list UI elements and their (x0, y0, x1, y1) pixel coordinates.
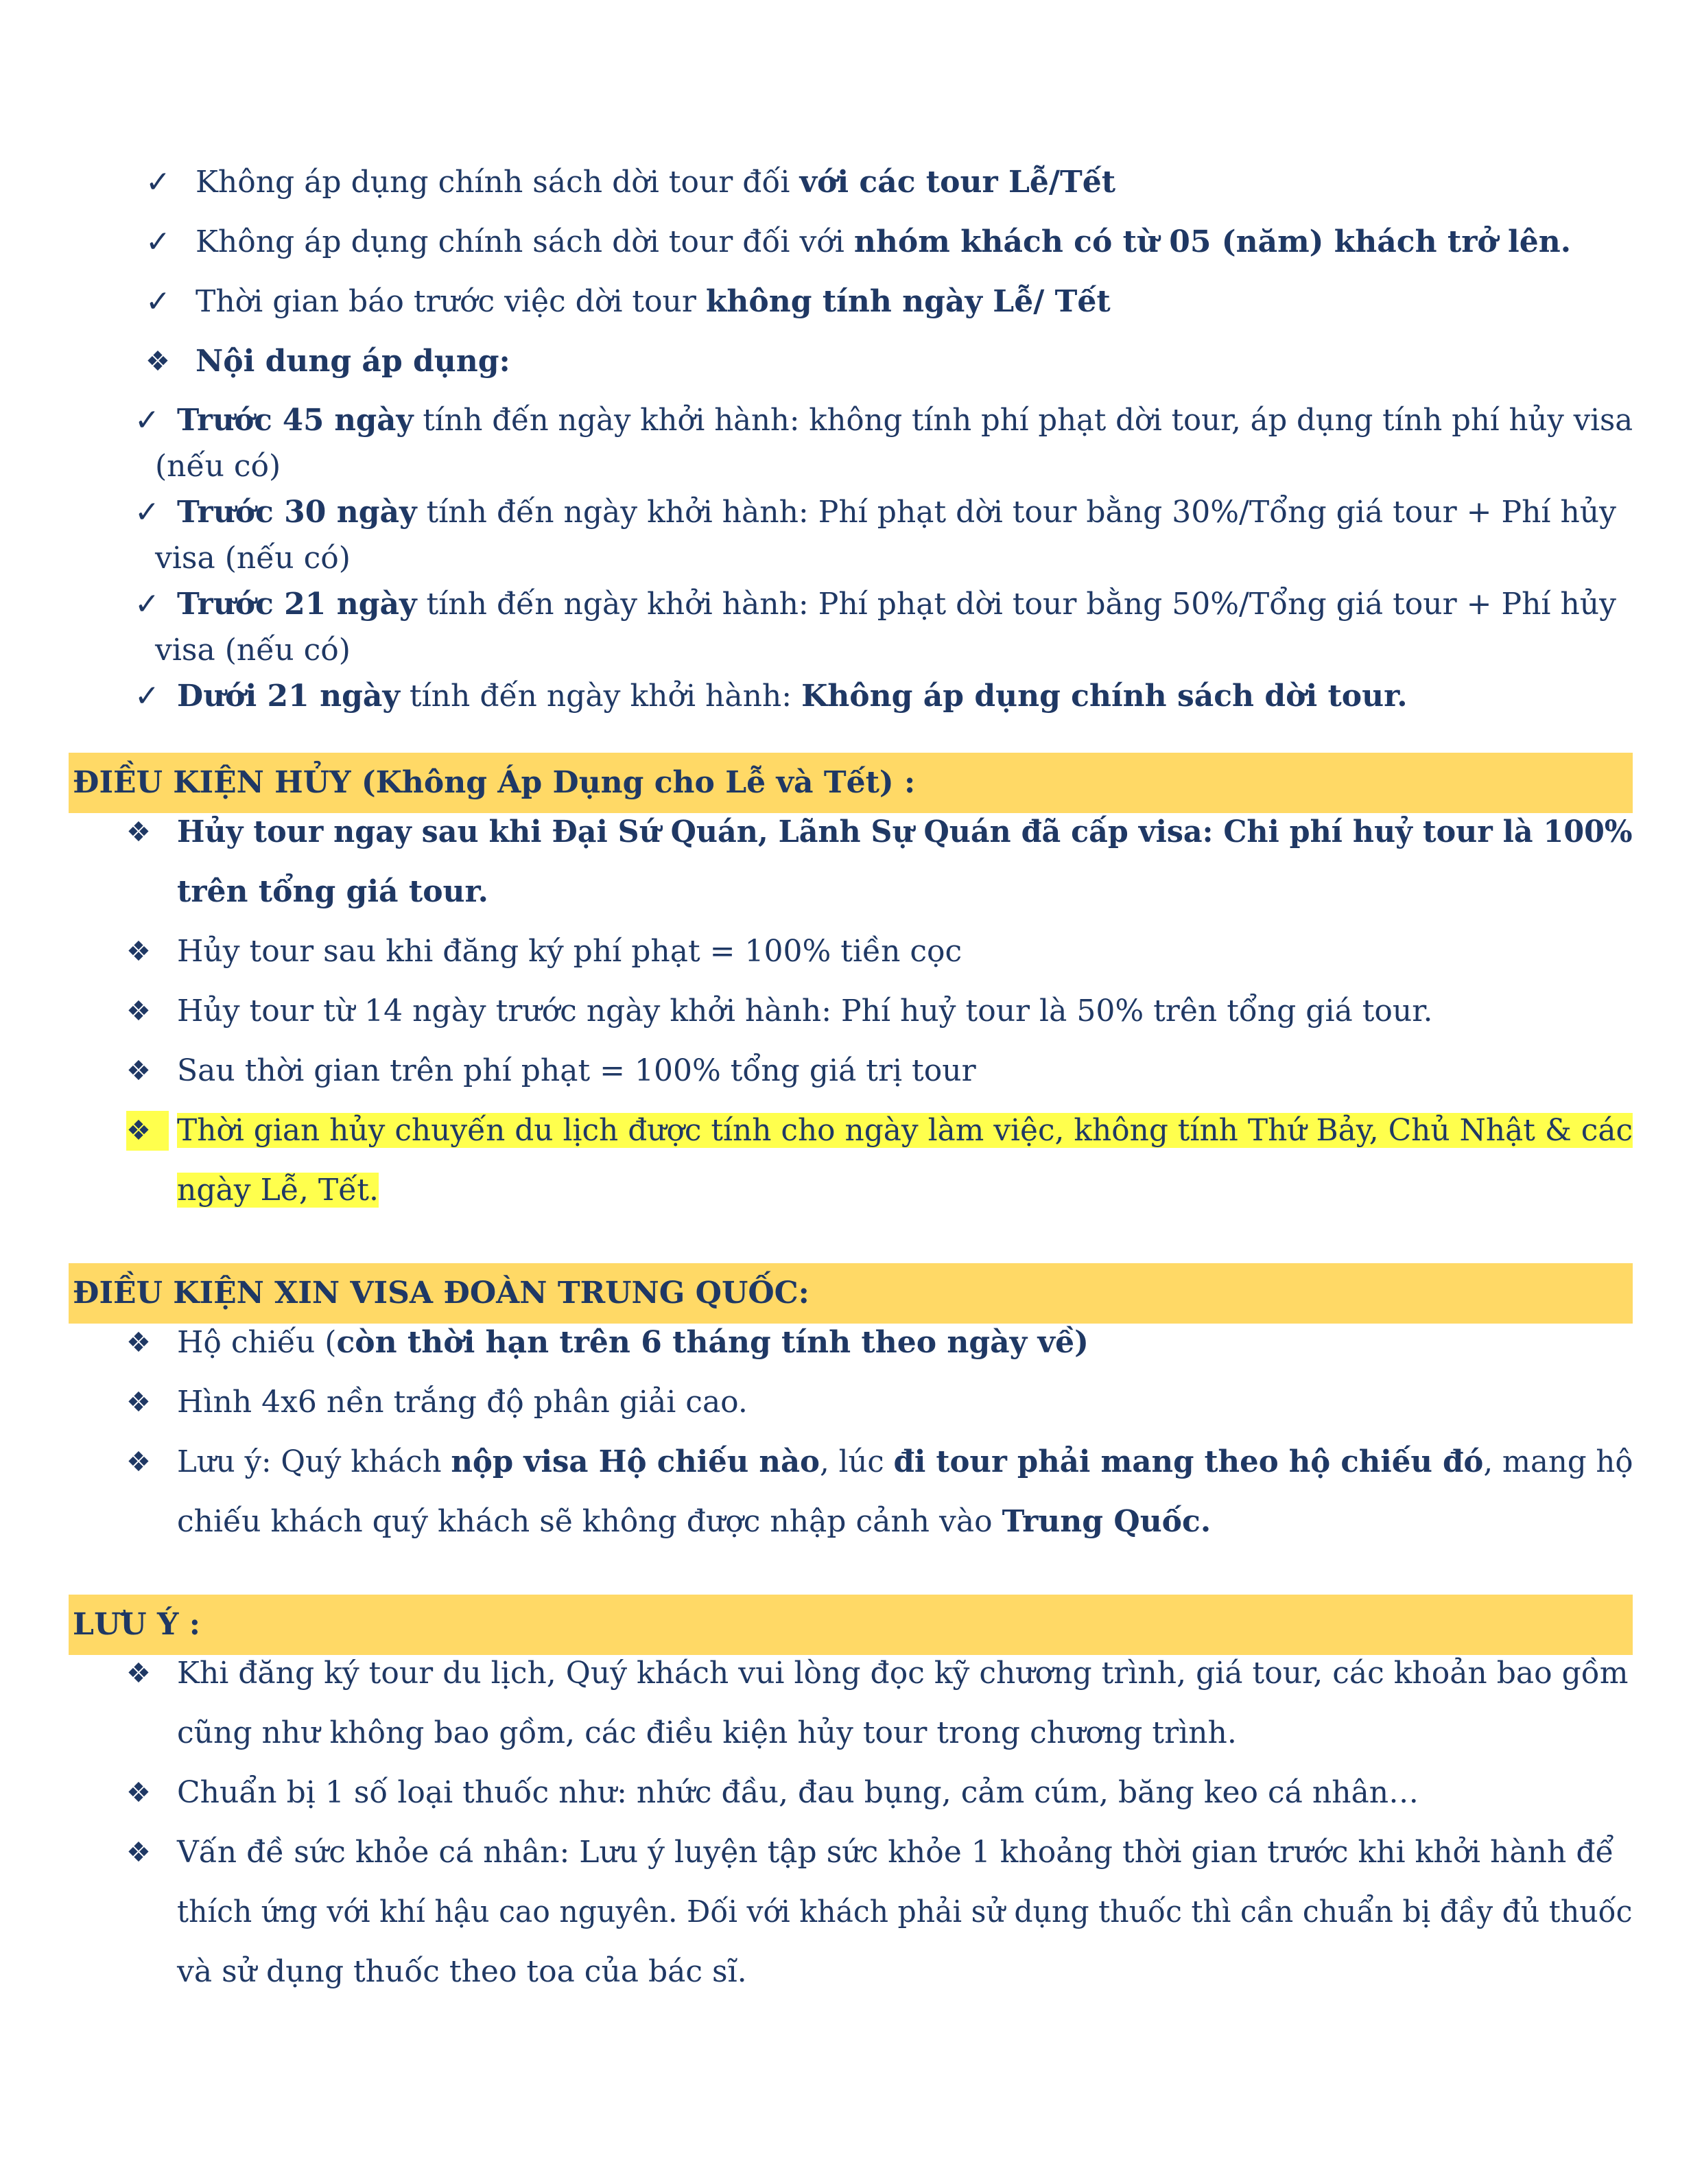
move-note-3-bold: không tính ngày Lễ/ Tết (705, 284, 1111, 319)
move-note-3-text: Thời gian báo trước việc dời tour (196, 284, 706, 319)
move-note-3 (196, 282, 1111, 322)
cancel-item-1-line1: Hủy tour ngay sau khi Đại Sứ Quán, Lãnh Sự Quán đã cấp visa: Chi phí huỷ tour là 100% (177, 814, 1633, 849)
checkmark-icon: ✓ (134, 495, 160, 530)
cancel-item-3: Hủy tour từ 14 ngày trước ngày khởi hành: Phí huỷ tour là 50% trên tổng giá tour. (177, 994, 1433, 1029)
four-diamond-bullet-icon: ❖ (126, 1111, 169, 1151)
notes-item-3-line3: và sử dụng thuốc theo toa của bác sĩ. (177, 1954, 747, 1989)
rule-30-line2: visa (nếu có) (155, 541, 351, 576)
visa-item-3-line2 (177, 1502, 1211, 1542)
four-diamond-bullet-icon: ❖ (126, 1387, 151, 1418)
four-diamond-bullet-icon: ❖ (126, 1327, 151, 1359)
move-note-2-text: Không áp dụng chính sách dời tour đối với (196, 224, 854, 259)
visa-item-3-b: nộp visa Hộ chiếu nào (451, 1444, 820, 1479)
rule-30-bold: Trước 30 ngày (177, 495, 417, 530)
rule-under21-emphasis: Không áp dụng chính sách dời tour. (801, 679, 1408, 714)
four-diamond-bullet-icon: ❖ (126, 1837, 151, 1868)
visa-item-3-e: , mang hộ (1483, 1444, 1633, 1479)
visa-heading: ĐIỀU KIỆN XIN VISA ĐOÀN TRUNG QUỐC: (73, 1276, 809, 1311)
visa-item-3-line2-text: chiếu khách quý khách sẽ không được nhập cảnh vào (177, 1504, 1002, 1539)
rule-21-text: tính đến ngày khởi hành: Phí phạt dời tour bằng 50%/Tổng giá tour + Phí hủy (416, 587, 1617, 622)
four-diamond-bullet-icon: ❖ (126, 1055, 151, 1087)
checkmark-icon: ✓ (134, 403, 160, 438)
visa-item-1-bold: còn thời hạn trên 6 tháng tính theo ngày về) (336, 1325, 1089, 1360)
rule-under21-text: tính đến ngày khởi hành: (399, 679, 802, 714)
cancel-item-2: Hủy tour sau khi đăng ký phí phạt = 100% tiền cọc (177, 934, 962, 969)
visa-item-3-d: đi tour phải mang theo hộ chiếu đó (893, 1444, 1484, 1479)
cancel-item-5-text: Thời gian hủy chuyến du lịch được tính cho ngày làm việc, không tính Thứ Bảy, Chủ Nhật & các (177, 1113, 1633, 1148)
visa-item-2: Hình 4x6 nền trắng độ phân giải cao. (177, 1385, 748, 1420)
four-diamond-bullet-icon: ❖ (126, 1777, 151, 1809)
cancel-item-1-line2: trên tổng giá tour. (177, 874, 488, 909)
content-heading: Nội dung áp dụng: (196, 344, 510, 379)
checkmark-icon: ✓ (134, 587, 160, 622)
notes-item-3-line1: Vấn đề sức khỏe cá nhân: Lưu ý luyện tập sức khỏe 1 khoảng thời gian trước khi khởi hành để (177, 1835, 1614, 1870)
move-note-1 (196, 163, 1115, 202)
notes-heading-band (69, 1595, 1633, 1655)
four-diamond-bullet-icon: ❖ (145, 346, 170, 377)
checkmark-icon: ✓ (145, 224, 171, 259)
rule-45-bold: Trước 45 ngày (177, 403, 414, 438)
cancel-heading: ĐIỀU KIỆN HỦY (Không Áp Dụng cho Lễ và Tết) : (73, 765, 916, 800)
rule-under21-bold: Dưới 21 ngày (177, 679, 400, 714)
visa-item-3-a: Lưu ý: Quý khách (177, 1444, 451, 1479)
checkmark-icon: ✓ (134, 679, 160, 714)
four-diamond-bullet-icon: ❖ (126, 936, 151, 967)
cancel-item-4: Sau thời gian trên phí phạt = 100% tổng giá trị tour (177, 1053, 976, 1088)
move-note-2-bold: nhóm khách có từ 05 (năm) khách trở lên. (853, 224, 1572, 259)
notes-heading: LƯU Ý : (73, 1607, 200, 1642)
notes-item-1-line1: Khi đăng ký tour du lịch, Quý khách vui lòng đọc kỹ chương trình, giá tour, các khoản bao gồm (177, 1656, 1629, 1691)
notes-item-2: Chuẩn bị 1 số loại thuốc như: nhức đầu, đau bụng, cảm cúm, băng keo cá nhân… (177, 1775, 1419, 1810)
four-diamond-bullet-icon: ❖ (126, 817, 151, 848)
move-note-2 (196, 222, 1571, 262)
rule-45-text: tính đến ngày khởi hành: không tính phí phạt dời tour, áp dụng tính phí hủy visa (413, 403, 1633, 438)
move-note-1-text: Không áp dụng chính sách dời tour đối (196, 165, 800, 200)
rule-45-line1 (177, 401, 1633, 441)
rule-30-text: tính đến ngày khởi hành: Phí phạt dời tour bằng 30%/Tổng giá tour + Phí hủy (416, 495, 1617, 530)
checkmark-icon: ✓ (145, 284, 171, 319)
four-diamond-bullet-icon: ❖ (126, 1658, 151, 1689)
notes-item-3-line2: thích ứng với khí hậu cao nguyên. Đối với khách phải sử dụng thuốc thì cần chuẩn bị đầy đủ thuốc (177, 1894, 1633, 1929)
visa-item-3-line1 (177, 1442, 1633, 1482)
rule-30-line1 (177, 493, 1616, 532)
rule-45-line2: (nếu có) (155, 449, 281, 484)
visa-item-1-text: Hộ chiếu ( (177, 1325, 337, 1360)
visa-item-1 (177, 1323, 1089, 1363)
move-note-1-bold: với các tour Lễ/Tết (799, 165, 1116, 200)
rule-21-bold: Trước 21 ngày (177, 587, 417, 622)
cancel-item-5-line2 (177, 1171, 379, 1210)
four-diamond-bullet-icon: ❖ (126, 1446, 151, 1478)
checkmark-icon: ✓ (145, 165, 171, 200)
visa-item-3-line2-bold: Trung Quốc. (1002, 1504, 1212, 1539)
notes-item-1-line2: cũng như không bao gồm, các điều kiện hủy tour trong chương trình. (177, 1715, 1237, 1750)
rule-under21 (177, 677, 1408, 716)
rule-21-line1 (177, 585, 1616, 624)
visa-item-3-c: , lúc (819, 1444, 894, 1479)
cancel-item-5-text-2: ngày Lễ, Tết. (177, 1173, 379, 1208)
rule-21-line2: visa (nếu có) (155, 633, 351, 668)
cancel-item-5-line1 (177, 1111, 1633, 1151)
four-diamond-bullet-icon: ❖ (126, 996, 151, 1027)
